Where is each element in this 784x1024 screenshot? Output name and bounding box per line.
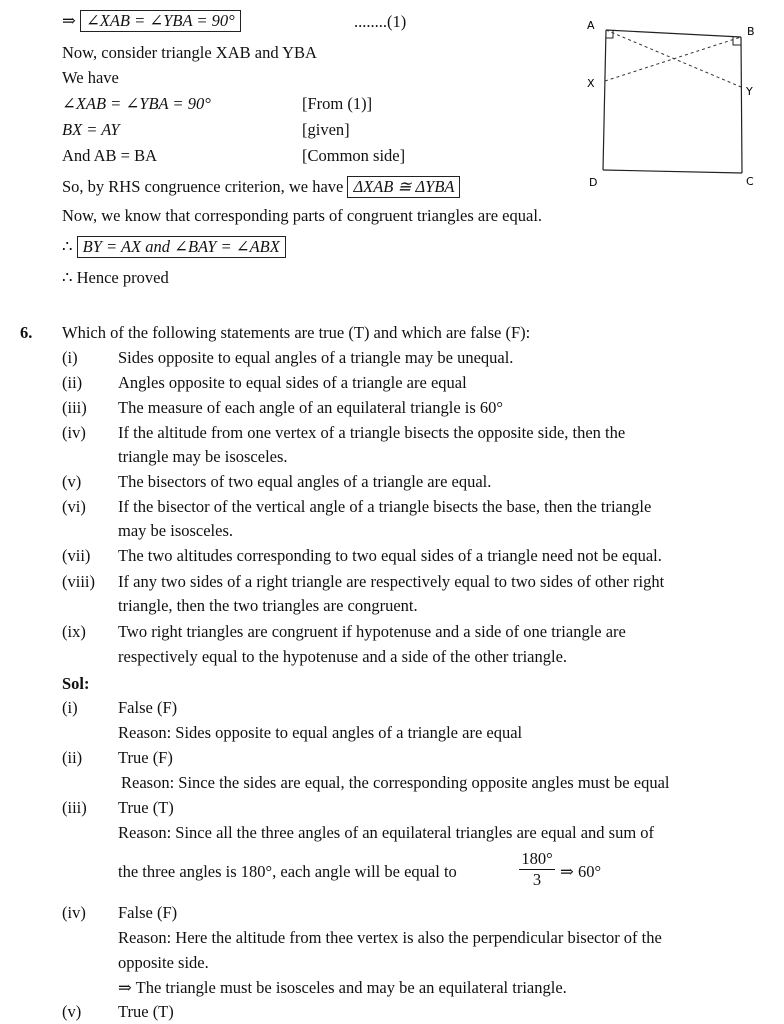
sol-item-num: (iii) <box>62 798 87 817</box>
q-item-text: If the bisector of the vertical angle of a triangle bisects the base, then the triangle <box>118 497 652 516</box>
sol-answer: False (F) <box>118 698 178 717</box>
solution-heading: Sol: <box>62 674 90 693</box>
segment-xb <box>605 37 741 81</box>
q-item-text: Sides opposite to equal angles of a triangle may be unequal. <box>118 348 514 367</box>
proof-row-1-reason: [From (1)] <box>302 94 373 113</box>
hence-proved: ∴ Hence proved <box>62 268 169 287</box>
q-item-text: Angles opposite to equal sides of a triangle are equal <box>118 373 467 392</box>
sol-item-num: (iv) <box>62 903 86 922</box>
proof-row-2-reason: [given] <box>302 120 350 139</box>
sol-answer: True (T) <box>118 798 174 817</box>
side-dc <box>603 170 742 173</box>
proof-line-2: Now, consider triangle XAB and YBA <box>62 43 317 62</box>
q-item-num: (ix) <box>62 622 86 641</box>
q-item-text-cont: triangle, then the two triangles are congruent. <box>118 596 418 615</box>
q-item-text: The bisectors of two equal angles of a triangle are equal. <box>118 472 492 491</box>
q-item-num: (vi) <box>62 497 86 516</box>
fraction-result: ⇒ 60° <box>560 862 602 881</box>
rhs-text: So, by RHS congruence criterion, we have <box>62 177 344 196</box>
rhs-line <box>62 176 460 198</box>
cpct-line: Now, we know that corresponding parts of congruent triangles are equal. <box>62 206 543 225</box>
side-ab <box>606 30 741 37</box>
sol-reason: Reason: Sides opposite to equal angles of a triangle are equal <box>118 723 523 742</box>
label-c: C <box>746 175 754 188</box>
question-number: 6. <box>20 323 33 342</box>
sol-answer: False (F) <box>118 903 178 922</box>
square-figure <box>575 15 770 190</box>
boxed-angle-equality: ∠XAB = ∠YBA = 90° <box>80 10 241 32</box>
sol-item-num: (v) <box>62 1002 82 1021</box>
proof-row-2-stmt: BX = AY <box>62 120 120 139</box>
side-ad <box>603 30 606 170</box>
fraction-denominator: 3 <box>532 870 542 889</box>
label-x: X <box>587 77 595 90</box>
q-item-num: (iv) <box>62 423 86 442</box>
proof-row-3-stmt: And AB = BA <box>62 146 158 165</box>
q-item-text: If the altitude from one vertex of a triangle bisects the opposite side, then the <box>118 423 626 442</box>
sol-reason-cont: ⇒ The triangle must be isosceles and may be an equilateral triangle. <box>118 978 567 997</box>
proof-line-3: We have <box>62 68 119 87</box>
sol-reason-cont: opposite side. <box>118 953 209 972</box>
sol-reason: Reason: Here the altitude from thee vertex is also the perpendicular bisector of the <box>118 928 662 947</box>
boxed-result: BY = AX and ∠BAY = ∠ABX <box>77 236 286 258</box>
sol-answer: True (T) <box>118 1002 174 1021</box>
q-item-text: The measure of each angle of an equilateral triangle is 60° <box>118 398 504 417</box>
fraction-180-over-3 <box>517 850 557 889</box>
sol-item-num: (i) <box>62 698 78 717</box>
therefore-symbol: ∴ <box>62 237 73 256</box>
q-item-num: (vii) <box>62 546 91 565</box>
q-item-num: (ii) <box>62 373 83 392</box>
sol-reason-cont: the three angles is 180°, each angle will be equal to <box>118 862 457 881</box>
label-b: B <box>747 25 755 38</box>
q-item-text-cont: may be isosceles. <box>118 521 234 540</box>
implies-arrow: ⇒ <box>62 11 76 30</box>
sol-reason: Reason: Since all the three angles of an equilateral triangles are equal and sum of <box>118 823 655 842</box>
sol-reason: Reason: Since the sides are equal, the corresponding opposite angles must be equal <box>121 773 670 792</box>
right-angle-a <box>606 30 613 38</box>
result-line <box>62 236 286 258</box>
q-item-text: Two right triangles are congruent if hypotenuse and a side of one triangle are <box>118 622 626 641</box>
q-item-num: (viii) <box>62 572 95 591</box>
label-d: D <box>589 176 598 189</box>
proof-row-3-reason: [Common side] <box>302 146 406 165</box>
question-text: Which of the following statements are true (T) and which are false (F): <box>62 323 531 342</box>
label-a: A <box>587 19 595 32</box>
sol-item-num: (ii) <box>62 748 83 767</box>
equation-ref-1: ........(1) <box>354 12 407 31</box>
q-item-text-cont: respectively equal to the hypotenuse and a side of the other triangle. <box>118 647 568 666</box>
boxed-congruence: ΔXAB ≅ ΔYBA <box>347 176 460 198</box>
q-item-num: (i) <box>62 348 78 367</box>
q-item-text-cont: triangle may be isosceles. <box>118 447 288 466</box>
proof-line-1 <box>62 10 241 32</box>
q-item-text: If any two sides of a right triangle are respectively equal to two sides of other right <box>118 572 665 591</box>
q-item-num: (v) <box>62 472 82 491</box>
q-item-num: (iii) <box>62 398 87 417</box>
q-item-text: The two altitudes corresponding to two equal sides of a triangle need not be equal. <box>118 546 662 565</box>
fraction-numerator: 180° <box>521 849 553 868</box>
sol-answer: True (F) <box>118 748 173 767</box>
proof-row-1-stmt: ∠XAB = ∠YBA = 90° <box>62 94 211 113</box>
label-y: Y <box>746 85 753 98</box>
side-bc <box>741 37 742 173</box>
